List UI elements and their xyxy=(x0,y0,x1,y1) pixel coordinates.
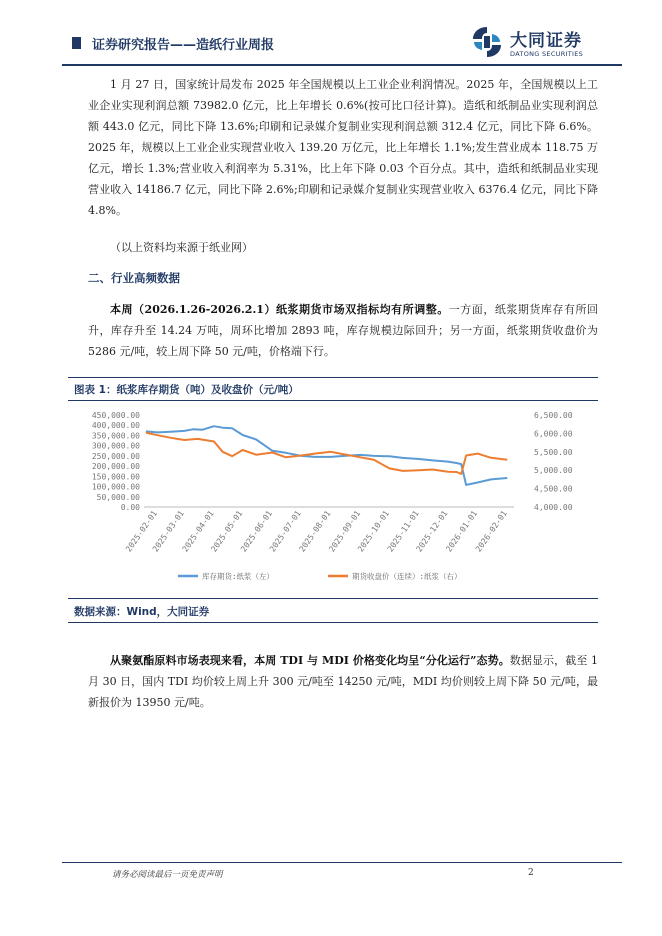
x-tick-label: 2025-07-01 xyxy=(267,508,303,554)
figure-bottom-rule xyxy=(68,598,598,599)
paragraph-pulp-futures xyxy=(88,299,598,362)
y-left-tick-label: 200,000.00 xyxy=(91,462,140,472)
y-right-tick-label: 5,500.00 xyxy=(534,447,573,457)
x-tick-label: 2025-08-01 xyxy=(297,508,333,554)
paragraph-body: 一方面，纸浆期货库存有所回升，库存升至 14.24 万吨，周环比增加 2893 吨，库存规模边际回升；另一方面，纸浆期货收盘价为 5286 元/吨，较上周下降 50 元/吨，价格端下行。 xyxy=(88,303,598,358)
page-number: 2 xyxy=(528,868,534,878)
x-tick-label: 2025-05-01 xyxy=(209,508,245,554)
report-title: 证券研究报告——造纸行业周报 xyxy=(92,38,275,53)
x-tick-label: 2025-11-01 xyxy=(385,508,421,554)
x-tick-label: 2025-06-01 xyxy=(239,508,275,554)
x-tick-label: 2026-02-01 xyxy=(473,508,509,554)
y-right-tick-label: 4,000.00 xyxy=(534,503,573,512)
paragraph-profit-stats: 1 月 27 日，国家统计局发布 2025 年全国规模以上工业企业利润情况。2025 年，全国规模以上工业企业实现利润总额 73982.0 亿元，比上年增长 0.6%(按可比口径计算)。造纸和纸制品业实现利润总额 443.0 亿元，同比下降 13.6%;印刷和记录媒介复制业实现利润总额 312.4 亿元，同比下降 6.6%。2025 年，规模以上工业企业实现营业收入 139.20 万亿元，比上年增长 1.1%;发生营业成本 118.75 万亿元，增长 1.3%;营业收入利润率为 5.31%，比上年下降 0.03 个百分点。其中，造纸和纸制品业实现营业收入 14186.7 亿元，同比下降 2.6%;印刷和记录媒介复制业实现营业收入 6376.4 亿元，同比下降 4.8%。 xyxy=(88,78,598,217)
y-left-tick-label: 300,000.00 xyxy=(91,441,140,451)
x-tick-label: 2025-10-01 xyxy=(356,508,392,554)
paragraph-polyurethane xyxy=(88,650,598,713)
y-left-tick-label: 250,000.00 xyxy=(91,451,140,461)
paragraph-source-note: （以上资料均来源于纸业网） xyxy=(110,241,253,254)
y-right-tick-label: 5,000.00 xyxy=(534,466,573,476)
x-tick-label: 2025-04-01 xyxy=(180,508,216,554)
y-right-tick-label: 4,500.00 xyxy=(534,484,573,494)
y-left-tick-label: 350,000.00 xyxy=(91,431,140,441)
paragraph-body: 数据显示，截至 1 月 30 日，国内 TDI 均价较上周上升 300 元/吨至 14250 元/吨，MDI 均价则较上周下降 50 元/吨，最新报价为 13950 元/吨。 xyxy=(88,654,598,709)
logo-name-en: DATONG SECURITIES xyxy=(510,50,584,58)
y-left-tick-label: 100,000.00 xyxy=(91,482,140,492)
pulp-futures-chart xyxy=(68,403,598,597)
figure-title: 图表 1：纸浆库存期货（吨）及收盘价（元/吨） xyxy=(74,384,299,396)
x-tick-label: 2026-01-01 xyxy=(444,508,480,554)
datong-logo-icon xyxy=(468,24,506,60)
series-line xyxy=(146,426,507,485)
x-tick-label: 2025-12-01 xyxy=(414,508,450,554)
y-right-tick-label: 6,000.00 xyxy=(534,429,573,439)
y-left-tick-label: 0.00 xyxy=(120,503,140,512)
y-left-tick-label: 400,000.00 xyxy=(91,421,140,431)
header-divider xyxy=(62,64,622,66)
y-right-tick-label: 6,500.00 xyxy=(534,411,573,420)
x-tick-label: 2025-02-01 xyxy=(124,508,160,554)
x-tick-label: 2025-03-01 xyxy=(150,508,186,554)
y-left-tick-label: 50,000.00 xyxy=(96,492,140,502)
paragraph-lead: 从聚氨酯原料市场表现来看，本周 TDI 与 MDI 价格变化均呈“分化运行”态势。 xyxy=(110,654,510,667)
figure-source: 数据来源：Wind，大同证券 xyxy=(74,606,210,618)
paragraph-lead: 本周（2026.1.26-2026.2.1）纸浆期货市场双指标均有所调整。 xyxy=(110,303,449,316)
legend-label: 期货收盘价（连续）:纸浆（右） xyxy=(352,572,462,581)
figure-top-rule xyxy=(68,377,598,378)
legend-label: 库存期货:纸浆（左） xyxy=(202,572,275,581)
y-left-tick-label: 450,000.00 xyxy=(91,411,140,420)
disclaimer-note: 请务必阅读最后一页免责声明 xyxy=(112,870,223,880)
header-mark xyxy=(72,37,81,49)
y-left-tick-label: 150,000.00 xyxy=(91,472,140,482)
series-line xyxy=(146,433,507,474)
section-heading: 二、行业高频数据 xyxy=(88,271,180,285)
figure-title-rule xyxy=(68,400,598,401)
footer-divider xyxy=(62,862,622,863)
logo-name-cn: 大同证券 xyxy=(510,31,582,51)
page-header xyxy=(62,18,622,66)
figure-end-rule xyxy=(68,622,598,623)
x-tick-label: 2025-09-01 xyxy=(327,508,363,554)
